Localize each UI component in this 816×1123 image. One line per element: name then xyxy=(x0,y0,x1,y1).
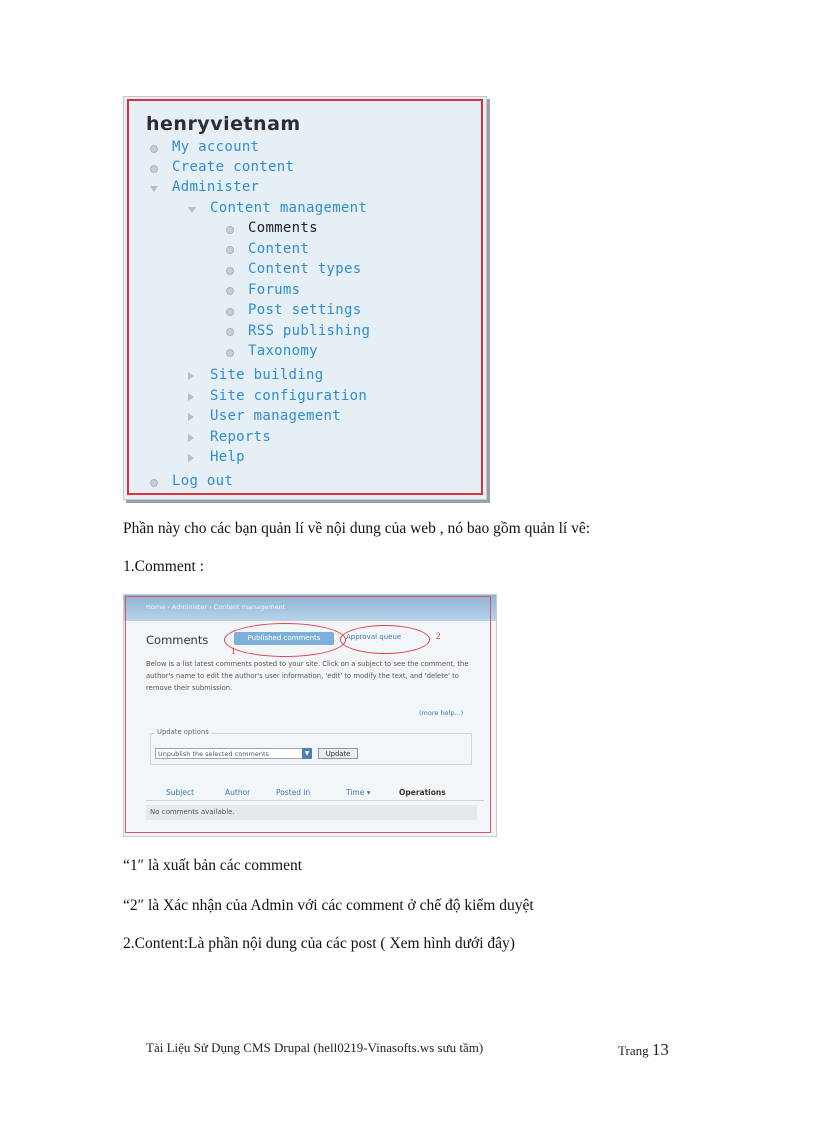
update-button[interactable]: Update xyxy=(318,748,358,759)
menu-item-my-account[interactable]: My account xyxy=(172,139,260,155)
annotation-mark-2: 2 xyxy=(436,631,441,641)
bullet-icon xyxy=(226,328,234,336)
comments-admin-screenshot xyxy=(123,594,497,837)
expanded-arrow-icon xyxy=(188,207,196,213)
more-help-link[interactable]: (more help...) xyxy=(419,709,464,717)
menu-item-post-settings[interactable]: Post settings xyxy=(248,302,362,318)
column-header-time[interactable]: Time ▾ xyxy=(346,788,371,797)
menu-item-forums[interactable]: Forums xyxy=(248,282,301,298)
collapsed-arrow-icon xyxy=(188,372,194,380)
note-1: “1″ là xuất bản các comment xyxy=(123,857,303,874)
menu-item-content-types[interactable]: Content types xyxy=(248,261,362,277)
column-header-operations: Operations xyxy=(399,788,446,797)
menu-item-help[interactable]: Help xyxy=(210,449,245,465)
bullet-icon xyxy=(150,165,158,173)
footer-document-title: Tài Liệu Sử Dụng CMS Drupal (hell0219-Vinasofts.ws sưu tầm) xyxy=(146,1040,484,1055)
bullet-icon xyxy=(150,479,158,487)
collapsed-arrow-icon xyxy=(188,434,194,442)
page-title: Comments xyxy=(146,633,209,647)
menu-item-user-management[interactable]: User management xyxy=(210,408,341,424)
annotation-circle-2 xyxy=(340,625,430,654)
page-number: 13 xyxy=(651,1040,669,1059)
bullet-icon xyxy=(226,267,234,275)
menu-item-comments[interactable]: Comments xyxy=(248,220,318,236)
column-header-subject[interactable]: Subject xyxy=(166,788,195,797)
breadcrumb[interactable]: Home › Administer › Content management xyxy=(146,603,286,611)
table-divider xyxy=(146,800,484,801)
menu-item-create-content[interactable]: Create content xyxy=(172,159,295,175)
tab-approval-queue[interactable]: Approval queue xyxy=(346,633,402,641)
collapsed-arrow-icon xyxy=(188,393,194,401)
column-header-author[interactable]: Author xyxy=(225,788,251,797)
expanded-arrow-icon xyxy=(150,186,158,192)
update-options-legend: Update options xyxy=(157,728,209,736)
description-text: Below is a list latest comments posted to your site. Click on a subject to see the comment, the author's name to edit the author's user information, 'edit' to modify the text, and 'delete' to remove their submission. xyxy=(146,660,469,692)
chevron-down-icon[interactable]: ▼ xyxy=(302,748,312,759)
menu-item-content[interactable]: Content xyxy=(248,241,310,257)
bullet-icon xyxy=(226,246,234,254)
bullet-icon xyxy=(150,145,158,153)
tab-published-comments[interactable]: Published comments xyxy=(234,632,334,645)
menu-username: henryvietnam xyxy=(146,113,301,135)
menu-item-reports[interactable]: Reports xyxy=(210,429,272,445)
section-comment-heading: 1.Comment : xyxy=(123,558,204,575)
menu-item-taxonomy[interactable]: Taxonomy xyxy=(248,343,318,359)
bullet-icon xyxy=(226,308,234,316)
footer-page xyxy=(618,1040,669,1060)
page-label: Trang xyxy=(618,1043,649,1058)
menu-item-site-building[interactable]: Site building xyxy=(210,367,324,383)
annotation-circle-1 xyxy=(224,623,346,657)
menu-item-site-configuration[interactable]: Site configuration xyxy=(210,388,368,404)
collapsed-arrow-icon xyxy=(188,454,194,462)
menu-item-log-out[interactable]: Log out xyxy=(172,473,234,489)
bullet-icon xyxy=(226,349,234,357)
note-2: “2″ là Xác nhận của Admin với các comment ở chế độ kiểm duyệt xyxy=(123,897,534,914)
menu-item-rss-publishing[interactable]: RSS publishing xyxy=(248,323,371,339)
annotation-mark-1: 1 xyxy=(231,646,236,656)
menu-item-content-management[interactable]: Content management xyxy=(210,200,368,216)
bullet-icon xyxy=(226,226,234,234)
column-header-posted-in[interactable]: Posted in xyxy=(276,788,311,797)
menu-item-administer[interactable]: Administer xyxy=(172,179,260,195)
update-options-fieldset xyxy=(150,728,472,765)
update-action-select[interactable]: Unpublish the selected comments xyxy=(155,748,305,759)
section-content-heading: 2.Content:Là phần nội dung của các post ( Xem hình dưới đây) xyxy=(123,935,515,952)
empty-table-message: No comments available. xyxy=(146,805,477,820)
bullet-icon xyxy=(226,287,234,295)
collapsed-arrow-icon xyxy=(188,413,194,421)
intro-paragraph: Phần này cho các bạn quản lí về nội dung của web , nó bao gồm quản lí vê: xyxy=(123,520,591,537)
user-menu-screenshot xyxy=(123,96,487,500)
